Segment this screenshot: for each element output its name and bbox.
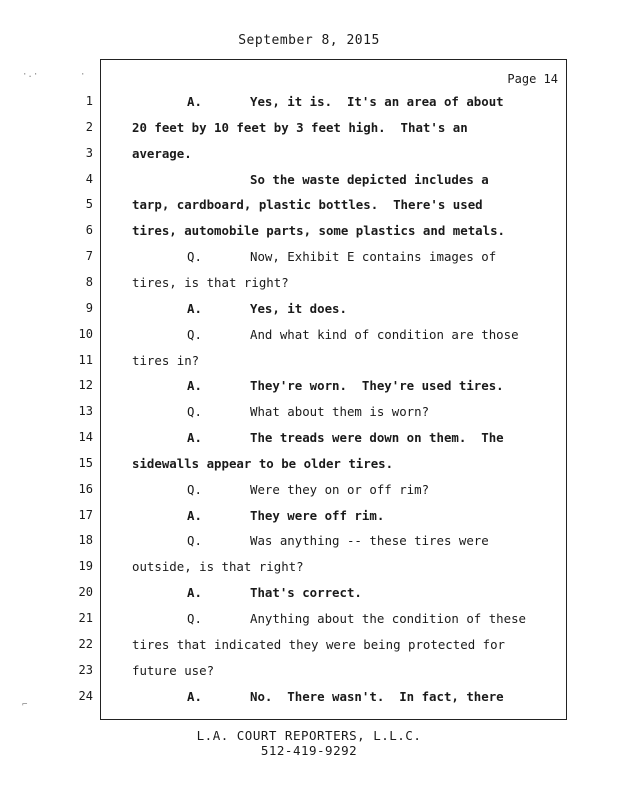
line-text: Was anything -- these tires were <box>250 533 489 549</box>
line-number: 13 <box>78 404 93 419</box>
line-text: And what kind of condition are those <box>250 326 519 342</box>
line-text: Anything about the condition of these <box>250 611 527 626</box>
line-text: outside, is that right? <box>132 559 304 575</box>
line-text: tires, is that right? <box>132 274 289 290</box>
line-text: sidewalls appear to be older tires. <box>132 455 394 471</box>
line-text: future use? <box>132 662 215 678</box>
speaker-label: A. <box>187 378 202 394</box>
transcript-line <box>60 244 560 269</box>
line-text: tires in? <box>132 352 200 368</box>
line-number: 22 <box>78 636 93 651</box>
line-text: Yes, it is. It's an area of about <box>250 94 504 109</box>
speaker-label: Q. <box>187 404 202 420</box>
transcript-line <box>60 580 560 605</box>
speaker-label: Q. <box>187 481 202 497</box>
line-number: 7 <box>85 249 93 264</box>
line-text: tires, automobile parts, some plastics and metals. <box>132 223 505 239</box>
line-number: 15 <box>78 455 93 470</box>
transcript-date-header: September 8, 2015 <box>238 33 380 48</box>
transcript-line <box>60 399 560 424</box>
line-text: They were off rim. <box>250 507 385 523</box>
page-number-label: Page 14 <box>507 72 558 86</box>
speaker-label: A. <box>187 430 202 446</box>
transcript-line <box>60 503 560 528</box>
line-text: They're worn. They're used tires. <box>250 378 504 394</box>
line-number: 14 <box>78 430 93 445</box>
line-number: 19 <box>78 559 93 574</box>
line-number: 21 <box>78 611 93 625</box>
speaker-label: A. <box>187 585 202 601</box>
line-number: 17 <box>78 507 93 522</box>
line-number: 24 <box>78 688 93 703</box>
line-number: 10 <box>78 326 93 341</box>
transcript-line <box>60 658 560 683</box>
line-text: What about them is worn? <box>250 404 430 420</box>
line-text: The treads were down on them. The <box>250 430 504 446</box>
transcript-line <box>60 477 560 502</box>
line-number: 16 <box>78 481 93 496</box>
line-number: 2 <box>85 119 93 134</box>
line-number: 5 <box>85 197 93 212</box>
line-text: No. There wasn't. In fact, there <box>250 688 504 704</box>
transcript-line <box>60 270 560 295</box>
transcript-line <box>60 218 560 243</box>
transcript-line <box>60 141 560 166</box>
transcript-line <box>60 167 560 192</box>
line-number: 8 <box>85 274 93 289</box>
transcript-line <box>60 89 560 114</box>
line-text: 20 feet by 10 feet by 3 feet high. That's an <box>132 119 468 135</box>
line-text: tarp, cardboard, plastic bottles. There's used <box>132 197 483 213</box>
line-number: 3 <box>85 145 93 160</box>
line-text: Now, Exhibit E contains images of <box>250 249 497 265</box>
court-reporter-company: L.A. COURT REPORTERS, L.L.C. <box>196 728 422 743</box>
speaker-label: A. <box>187 300 202 316</box>
line-number: 11 <box>78 352 93 367</box>
transcript-line <box>60 373 560 398</box>
line-number: 20 <box>78 585 93 600</box>
speaker-label: Q. <box>187 533 202 549</box>
speaker-label: A. <box>187 688 202 704</box>
scan-speck: · <box>80 70 86 80</box>
transcript-line <box>60 554 560 579</box>
transcript-line <box>60 115 560 140</box>
transcript-line <box>60 684 560 709</box>
scan-speck: ·.· <box>22 70 39 80</box>
line-text: tires that indicated they were being protected for <box>132 636 505 652</box>
line-number: 6 <box>85 223 93 238</box>
transcript-line <box>60 528 560 553</box>
line-number: 1 <box>85 94 93 108</box>
transcript-line <box>60 606 560 631</box>
transcript-line <box>60 296 560 321</box>
transcript-line <box>60 192 560 217</box>
speaker-label: Q. <box>187 326 202 342</box>
court-reporter-footer <box>0 728 618 758</box>
line-number: 23 <box>78 662 93 677</box>
line-number: 18 <box>78 533 93 548</box>
scan-speck: ⌐ <box>22 700 28 710</box>
line-number: 9 <box>85 300 93 315</box>
transcript-line <box>60 348 560 373</box>
line-text: Yes, it does. <box>250 300 347 316</box>
line-text: average. <box>132 145 192 161</box>
line-number: 4 <box>85 171 93 186</box>
speaker-label: A. <box>187 507 202 523</box>
speaker-label: Q. <box>187 249 202 265</box>
transcript-line <box>60 632 560 657</box>
court-reporter-phone: 512-419-9292 <box>260 743 358 758</box>
line-text: So the waste depicted includes a <box>250 171 489 187</box>
line-text: That's correct. <box>250 585 362 601</box>
transcript-line <box>60 425 560 450</box>
line-text: Were they on or off rim? <box>250 481 430 497</box>
speaker-label: Q. <box>187 611 202 626</box>
speaker-label: A. <box>187 94 202 109</box>
transcript-line <box>60 322 560 347</box>
line-number: 12 <box>78 378 93 393</box>
transcript-line <box>60 451 560 476</box>
